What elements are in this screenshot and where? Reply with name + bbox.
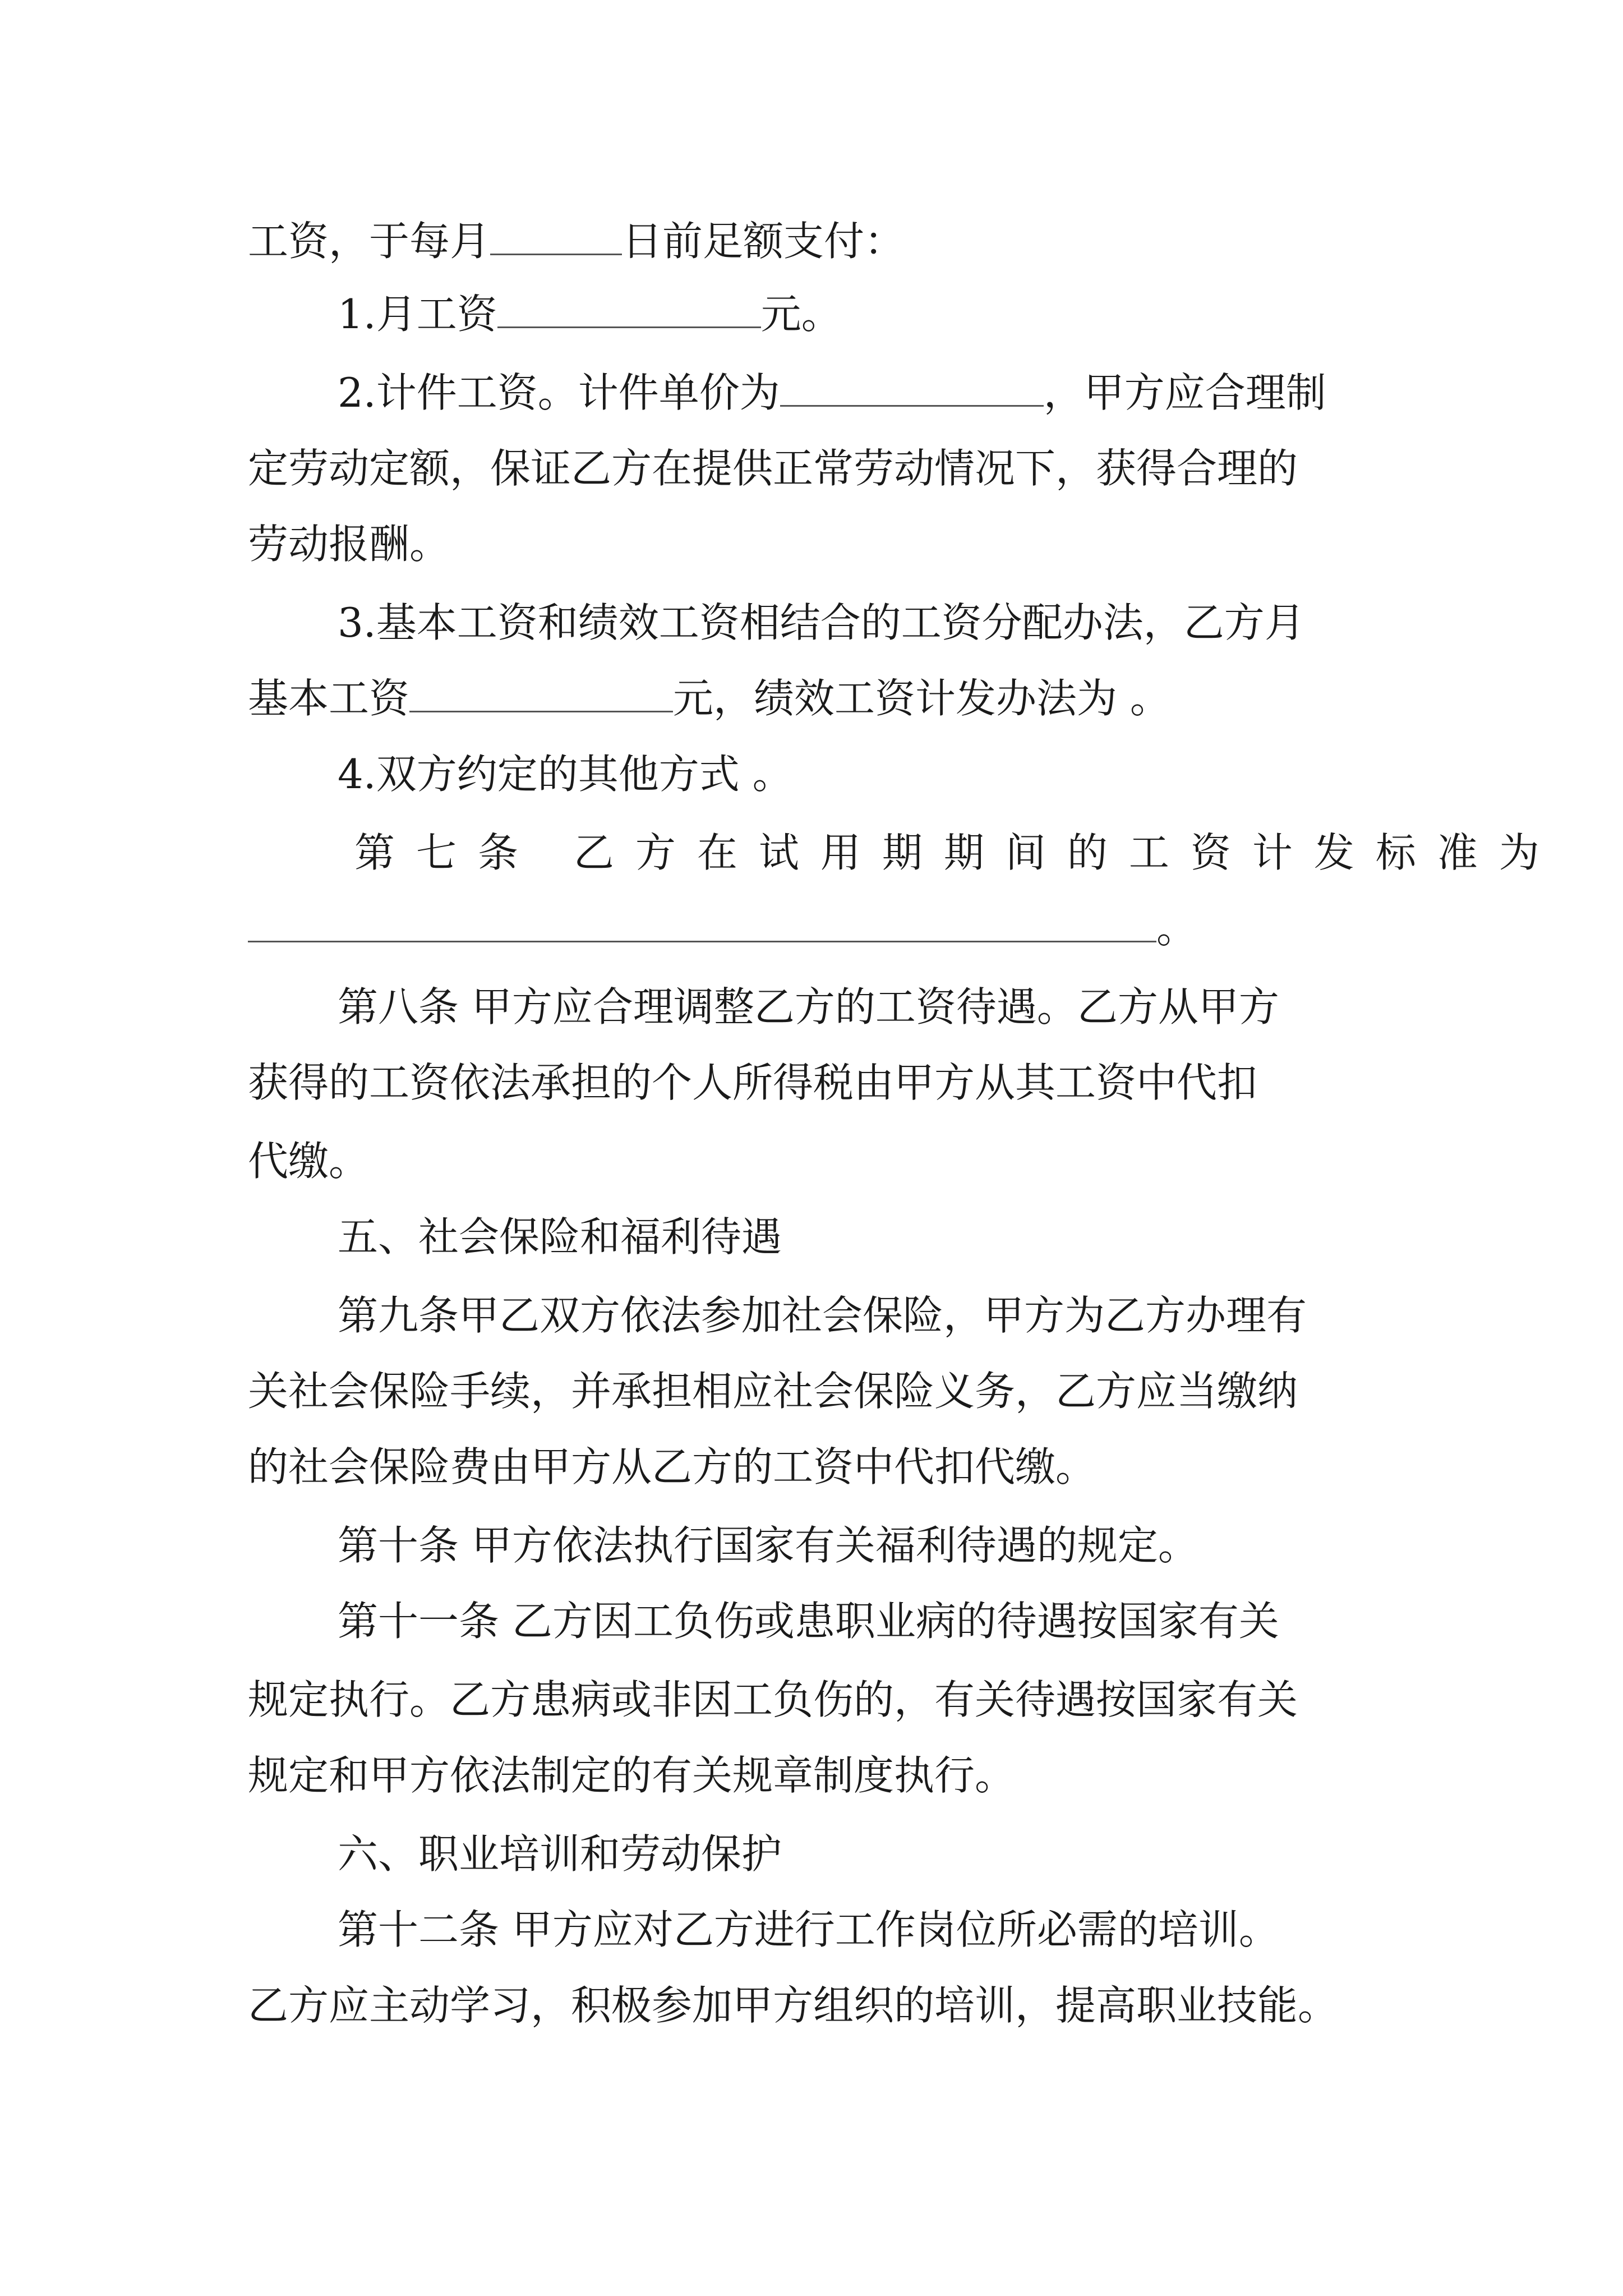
text-line: 定劳动定额，保证乙方在提供正常劳动情况下，获得合理的 [248, 445, 1298, 492]
text-segment: 工资，于每月 [248, 218, 491, 265]
text-line [248, 213, 905, 269]
fill-blank [409, 674, 673, 712]
text-line: 3.基本工资和绩效工资相结合的工资分配办法，乙方月 [338, 599, 1305, 646]
text-line: 劳动报酬。 [248, 521, 450, 568]
text-segment: 元。 [760, 291, 842, 338]
text-segment: 。 [1156, 905, 1197, 952]
fill-blank [490, 217, 622, 255]
text-line: 代缴。 [248, 1138, 370, 1185]
text-line [338, 365, 1326, 421]
text-segment: 1.月工资 [338, 291, 497, 338]
section-heading: 五、社会保险和福利待遇 [338, 1213, 782, 1260]
text-segment: 2.计件工资。计件单价为 [338, 369, 780, 416]
text-line: 第七条 乙方在试用期期间的工资计发标准为 [354, 829, 1561, 876]
text-line: 规定和甲方依法制定的有关规章制度执行。 [248, 1752, 1016, 1799]
text-line [338, 286, 842, 342]
fill-blank [780, 368, 1044, 407]
fill-blank [248, 904, 1156, 942]
text-line: 第十条 甲方依法执行国家有关福利待遇的规定。 [338, 1522, 1198, 1569]
text-segment: ，甲方应合理制 [1043, 369, 1326, 416]
text-line: 第九条甲乙双方依法参加社会保险，甲方为乙方办理有 [338, 1292, 1307, 1339]
text-line: 规定执行。乙方患病或非因工负伤的，有关待遇按国家有关 [248, 1676, 1298, 1723]
fill-blank [497, 289, 761, 328]
text-line: 第十一条 乙方因工负伤或患职业病的待遇按国家有关 [338, 1598, 1279, 1645]
text-line [248, 900, 1197, 956]
text-segment: 元，绩效工资计发办法为 。 [673, 675, 1170, 722]
text-line [248, 670, 1170, 726]
section-heading: 六、职业培训和劳动保护 [338, 1830, 782, 1878]
text-line: 第十二条 甲方应对乙方进行工作岗位所必需的培训。 [338, 1906, 1279, 1953]
text-line: 关社会保险手续，并承担相应社会保险义务，乙方应当缴纳 [248, 1368, 1298, 1415]
text-line: 第八条 甲方应合理调整乙方的工资待遇。乙方从甲方 [338, 983, 1279, 1030]
text-line: 的社会保险费由甲方从乙方的工资中代扣代缴。 [248, 1443, 1096, 1490]
text-line: 获得的工资依法承担的个人所得税由甲方从其工资中代扣 [248, 1059, 1258, 1106]
text-line: 乙方应主动学习，积极参加甲方组织的培训，提高职业技能。 [248, 1982, 1339, 2029]
text-line: 4.双方约定的其他方式 。 [338, 751, 793, 798]
text-segment: 日前足额支付： [622, 218, 905, 265]
text-segment: 基本工资 [248, 675, 410, 722]
